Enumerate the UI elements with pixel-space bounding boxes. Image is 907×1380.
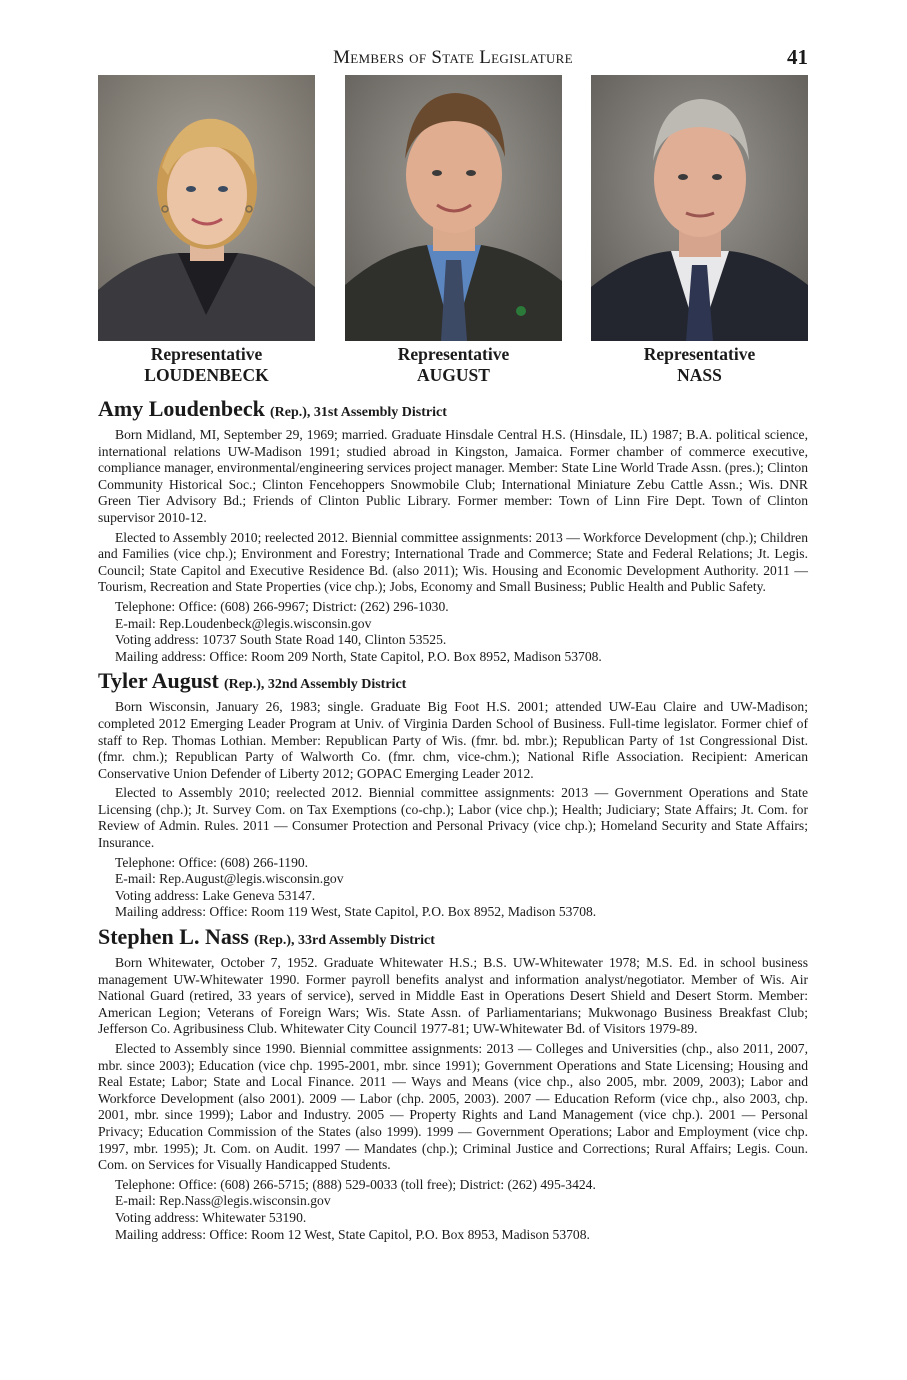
bio-voting-address: Voting address: Lake Geneva 53147. bbox=[115, 887, 316, 903]
bio-mailing-address: Mailing address: Office: Room 119 West, State Capitol, P.O. Box 8952, Madison 53708. bbox=[115, 904, 597, 920]
caption-surname: AUGUST bbox=[417, 365, 490, 385]
bio-heading bbox=[98, 395, 808, 427]
bio-nass bbox=[98, 923, 808, 1243]
caption-surname: LOUDENBECK bbox=[144, 365, 269, 385]
bio-email: E-mail: Rep.August@legis.wisconsin.gov bbox=[115, 871, 344, 887]
bio-telephone: Telephone: Office: (608) 266-5715; (888) 529-0033 (toll free); District: (262) 495-3424. bbox=[115, 1176, 596, 1192]
page-header bbox=[98, 44, 808, 72]
portrait-caption-loudenbeck bbox=[98, 344, 315, 386]
bio-paragraph: Born Whitewater, October 7, 1952. Graduate Whitewater H.S.; B.S. UW-Whitewater 1978; M.S. Ed. in school business management UW-Whitewater 1990. Former payroll benefits analyst and information analyst/negotiator. Member of Wis. Air National Guard (retired, 33 years of service), served in Middle East in Operations Desert Shield and Desert Storm. Member: American Legion; Veterans of Foreign Wars; Wis. State Assn. of Parliamentarians; Mukwonago Business Breakfast Club; Jefferson Co. Agribusiness Club. Whitewater City Council 1977-81; UW-Whitewater Bd. of Visitors 1979-89. bbox=[98, 955, 808, 1037]
caption-title: Representative bbox=[643, 344, 756, 364]
bio-august bbox=[98, 667, 808, 921]
portrait-caption-august bbox=[345, 344, 562, 386]
bio-party-district: (Rep.), 32nd Assembly District bbox=[223, 677, 407, 693]
bio-mailing-address: Mailing address: Office: Room 209 North, State Capitol, P.O. Box 8952, Madison 53708. bbox=[115, 648, 602, 664]
page-number: 41 bbox=[787, 45, 808, 69]
caption-title: Representative bbox=[397, 344, 510, 364]
bio-mailing-address: Mailing address: Office: Room 12 West, State Capitol, P.O. Box 8953, Madison 53708. bbox=[115, 1226, 590, 1242]
bio-paragraph: Elected to Assembly 2010; reelected 2012. Biennial committee assignments: 2013 — Workforce Development (chp.); Children and Families (vice chp.); Environment and Forestry; International Trade and Commerce; State and Federal Relations; Jt. Legis. Council; State Capitol and Executive Residence Bd. (also 2011); Wis. Housing and Economic Development Authority. 2011 — Tourism, Recreation and State Properties (vice chp.); Jobs, Economy and Small Business; Public Health and Public Safety. bbox=[98, 529, 808, 595]
bio-heading bbox=[98, 923, 808, 955]
portrait-card-nass bbox=[591, 75, 808, 386]
biographies bbox=[98, 395, 808, 1243]
portrait-row bbox=[98, 75, 808, 395]
caption-title: Representative bbox=[150, 344, 263, 364]
portrait-image bbox=[345, 75, 562, 341]
portrait-card-loudenbeck bbox=[98, 75, 315, 386]
bio-name: Tyler August bbox=[98, 668, 219, 694]
bio-email: E-mail: Rep.Nass@legis.wisconsin.gov bbox=[115, 1193, 331, 1209]
portrait-photo-nass bbox=[591, 75, 808, 341]
bio-paragraph: Elected to Assembly 2010; reelected 2012. Biennial committee assignments: 2013 — Government Operations and State Licensing (chp.); Jt. Survey Com. on Tax Exemptions (co-chp.); Labor (vice chp.); Health; Judiciary; State Affairs; Jt. Com. for Review of Admin. Rules. 2011 — Consumer Protection and Personal Privacy (vice chp.); Homeland Security and State Affairs; Insurance. bbox=[98, 785, 808, 851]
bio-party-district: (Rep.), 31st Assembly District bbox=[269, 405, 447, 420]
portrait-photo-august bbox=[345, 75, 562, 341]
bio-voting-address: Voting address: Whitewater 53190. bbox=[115, 1209, 307, 1225]
bio-name: Stephen L. Nass bbox=[98, 924, 249, 950]
portrait-photo-loudenbeck bbox=[98, 75, 315, 341]
caption-surname: NASS bbox=[677, 365, 722, 385]
bio-paragraph: Elected to Assembly since 1990. Biennial committee assignments: 2013 — Colleges and Universities (chp., also 2011, 2007, mbr. since 2003); Education (vice chp. 1995-2001, mbr. since 1991); Government Operations and State Licensing; Housing and Real Estate; Labor; State and Local Finance. 2011 — Ways and Means (vice chp., also 2005, mbr. 2009, 2003); Labor and Workforce Development (also 2001). 2009 — Labor (chp. 2005, 2003). 2007 — Education Reform (vice chp., also 2003, chp. 2001, mbr. since 1999); Labor and Industry. 2005 — Property Rights and Land Management (vice chp.). 2001 — Personal Privacy; Education Commission of the States (also 1999). 1999 — Government Operations; Labor and Employment (vice chp. 1997, mbr. 1995); Jt. Com. on Audit. 1997 — Mandates (chp.); Criminal Justice and Corrections; Rural Affairs; Legis. Coun. Com. on Services for Visually Handicapped Students. bbox=[98, 1041, 808, 1173]
bio-party-district: (Rep.), 33rd Assembly District bbox=[254, 933, 435, 949]
bio-loudenbeck bbox=[98, 395, 808, 665]
bio-voting-address: Voting address: 10737 South State Road 140, Clinton 53525. bbox=[115, 632, 447, 648]
bio-heading bbox=[98, 667, 808, 699]
portrait-caption-nass bbox=[591, 344, 808, 386]
portrait-image bbox=[98, 75, 315, 341]
bio-email: E-mail: Rep.Loudenbeck@legis.wisconsin.gov bbox=[115, 615, 372, 631]
running-title: Members of State Legislature bbox=[333, 47, 573, 68]
bio-telephone: Telephone: Office: (608) 266-1190. bbox=[115, 854, 309, 870]
bio-paragraph: Born Midland, MI, September 29, 1969; married. Graduate Hinsdale Central H.S. (Hinsdale, IL) 1987; B.A. political science, international relations UW-Madison 1991; studied abroad in Kingston, Jamaica. Former chamber of commerce executive, compliance manager, environmental/engineering services project manager. Member: State Line World Trade Assn. (pres.); Clinton Community Historical Soc.; Clinton Fencehoppers Snowmobile Club; International Miniature Zebu Cattle Assn.; Wis. DNR Green Tier Advisory Bd.; Friends of Clinton Public Library. Former member: Town of Linn Fire Dept. Town of Clinton supervisor 2010-12. bbox=[98, 427, 808, 525]
bio-paragraph: Born Wisconsin, January 26, 1983; single. Graduate Big Foot H.S. 2001; attended UW-Eau Claire and UW-Madison; completed 2012 Emerging Leader Program at Univ. of Virginia Darden School of Business. Full-time legislator. Former chief of staff to Rep. Thomas Lothian. Member: Republican Party of Wis. (fmr. bd. mbr.); Republican Party of 1st Congressional Dist. (fmr. chm.); Republican Party of Walworth Co. (fmr. chm, vice-chm.); National Rifle Association. Recipient: American Conservative Union Defender of Liberty 2012; GOPAC Emerging Leader 2012. bbox=[98, 699, 808, 781]
bio-name: Amy Loudenbeck bbox=[98, 396, 265, 421]
bio-telephone: Telephone: Office: (608) 266-9967; District: (262) 296-1030. bbox=[115, 598, 449, 614]
portrait-image bbox=[591, 75, 808, 341]
portrait-card-august bbox=[345, 75, 562, 386]
